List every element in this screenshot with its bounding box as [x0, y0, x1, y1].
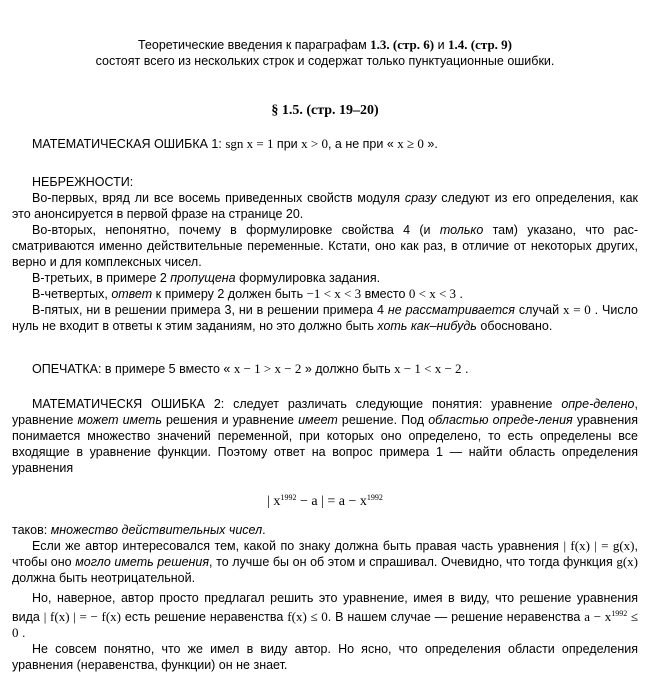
- typo-paragraph: ОПЕЧАТКА: в примере 5 вместо « x − 1 > x − 2 » должно быть x − 1 < x − 2 .: [32, 361, 469, 376]
- intro-line-2: состоят всего из нескольких строк и содержат только пунктуационные ошибки.: [95, 54, 555, 68]
- answer-line: таков: множество действительных чисел.: [12, 523, 266, 537]
- negligence-heading: НЕБРЕЖНОСТИ:: [32, 175, 134, 189]
- paragraph-if-author: Если же автор интересовался тем, какой по знаку должна быть правая часть уравнения | f(x) | = g(x), чтобы оно могло иметь решения, то лучше бы он об этом и спрашивал. Очевидно, что тогда функция g(x) должна быть неотрицательной.: [12, 538, 638, 585]
- negligence-third: В-третьих, в примере 2 пропущена формулировка задания.: [32, 271, 381, 285]
- negligence-fifth: В-пятых, ни в решении примера 3, ни в решении примера 4 не рассматривается случай x = 0 . Число нуль не входит в ответы к этим заданиям, но это должно быть хоть как–нибудь обосновано.: [12, 302, 638, 333]
- section-heading: § 1.5. (стр. 19–20): [271, 103, 379, 118]
- math-error-2: МАТЕМАТИЧЕСКЯ ОШИБКА 2: следует различать следующие понятия: уравнение опре-делено, уравнение может иметь решения и уравнение имеет решение. Под областью опреде-ления уравнения понимается множество значений переменной, при которых оно определено, то есть определены все входящие в уравнение функции. Поэтому ответ на вопрос примера 1 — найти область определения уравнения: [12, 397, 638, 475]
- math-error-1: МАТЕМАТИЧЕСКАЯ ОШИБКА 1: sgn x = 1 при x > 0, а не при « x ≥ 0 ».: [32, 136, 438, 151]
- intro-text: Теоретические введения к параграфам: [138, 38, 371, 52]
- negligence-fourth: В-четвертых, ответ к примеру 2 должен быть −1 < x < 3 вместо 0 < x < 3 .: [32, 286, 463, 301]
- intro-text: и: [434, 38, 449, 52]
- negligence-section: [12, 174, 638, 334]
- paragraph-last: Не совсем понятно, что же имел в виду автор. Но ясно, что определения области определения уравнения (неравенства, функции) он не знает.: [12, 642, 638, 672]
- equation-display: | $x^{1992} - a$ | = $a - x^{1992}$: [267, 493, 383, 509]
- negligence-first: Во-первых, вряд ли все восемь приведенных свойств модуля сразу следуют из его определения, как это анонсируется в первой фразе на странице 20.: [12, 191, 638, 221]
- closing-section: [12, 522, 638, 673]
- paragraph-but: Но, наверное, автор просто предлагал решить это уравнение, имея в виду, что решение уравнения вида | f(x) | = − f(x) есть решение неравенства f(x) ≤ 0. В нашем случае — решение неравенства $a - x^{1992} \le 0$ .: [12, 591, 639, 640]
- intro-block: [12, 37, 638, 69]
- intro-ref-1-3: 1.3. (стр. 6): [370, 37, 435, 52]
- intro-ref-1-4: 1.4. (стр. 9): [448, 37, 512, 52]
- negligence-second: Во-вторых, непонятно, почему в формулировке свойства 4 (и только там) указано, что рас-сматриваются именно действительные переменные. Кстати, оно как раз, в отличие от некоторых других, верно и для комплексных чисел.: [12, 223, 639, 269]
